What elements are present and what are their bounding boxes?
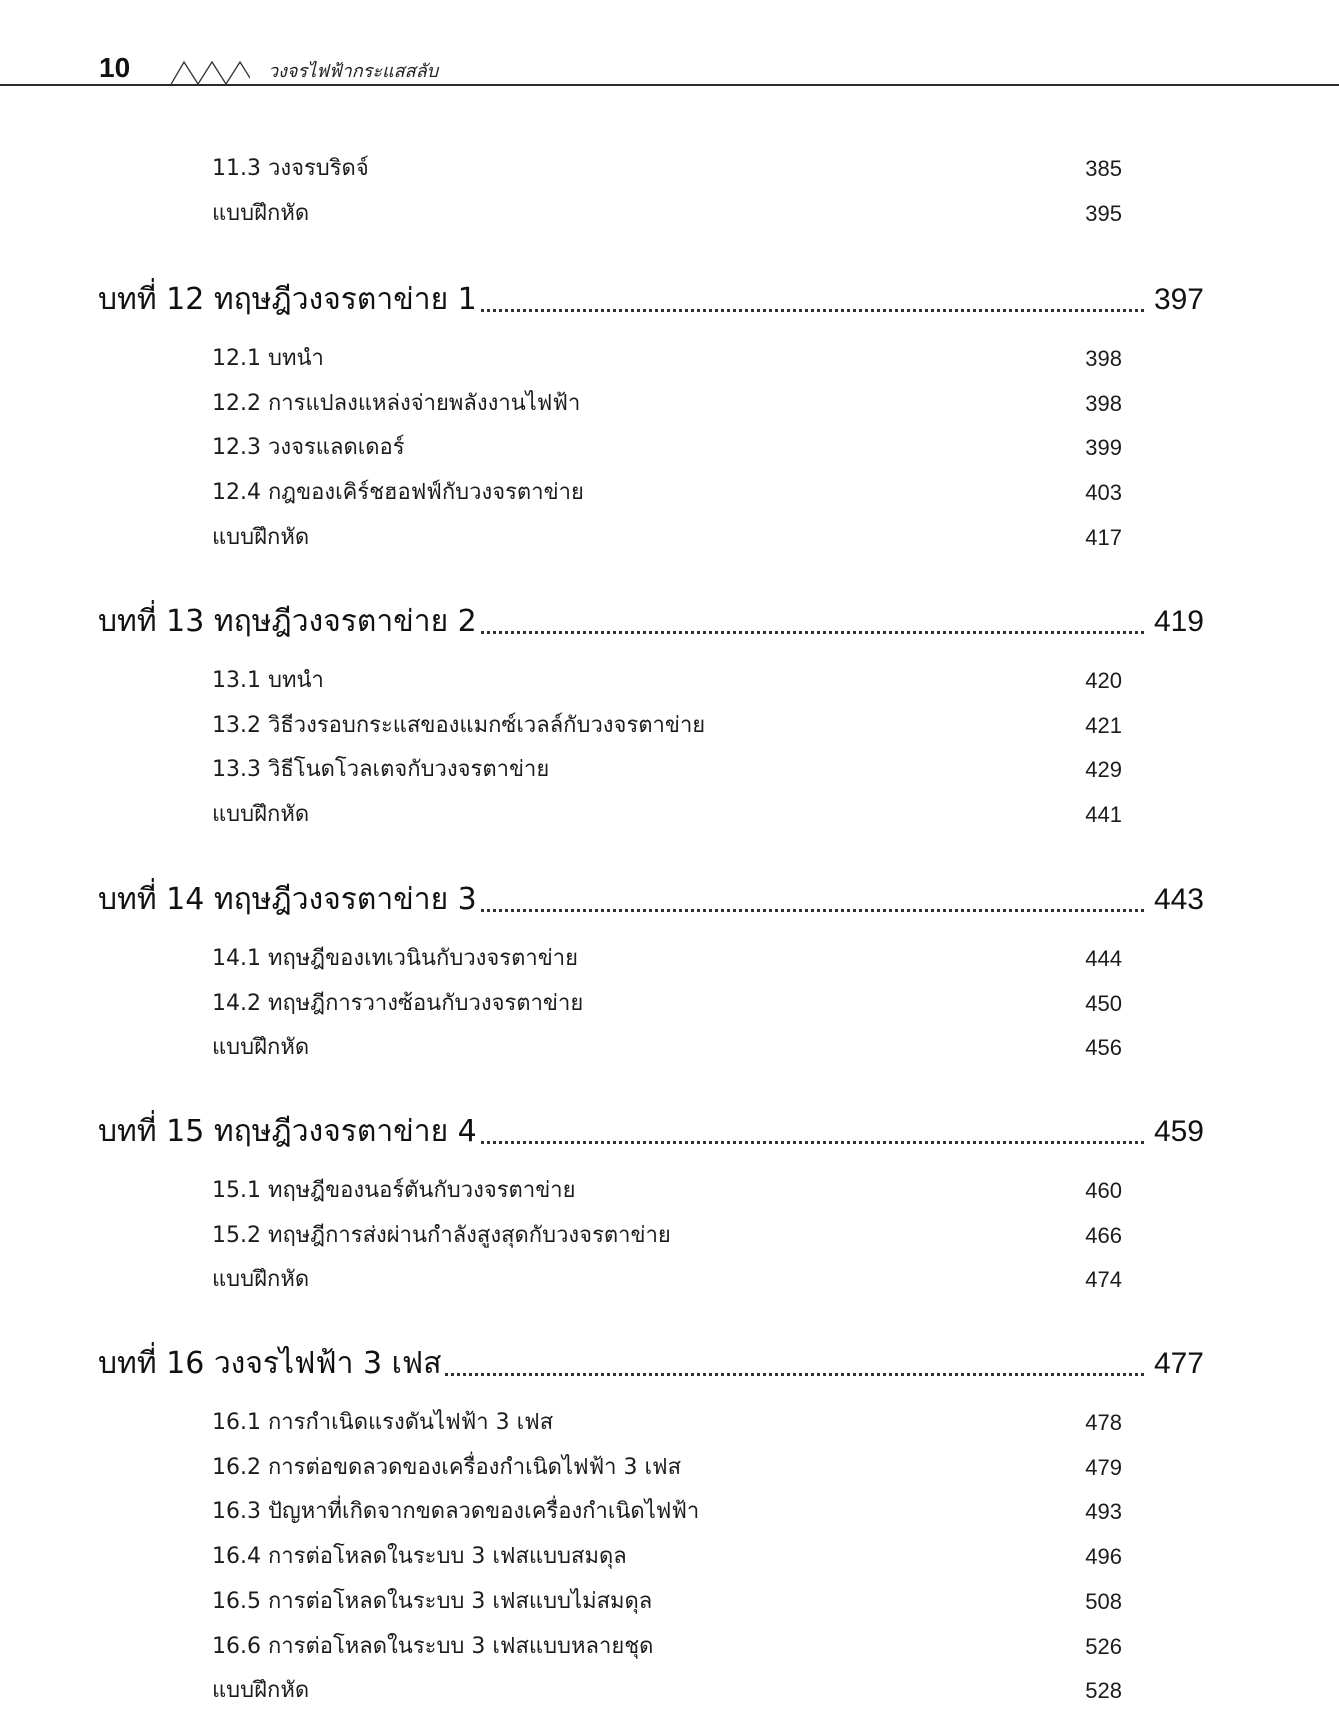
toc-entry-label: 14.2 ทฤษฎีการวางซ้อนกับวงจรตาข่าย [212,990,584,1016]
toc-entry-page: 385 [1085,156,1122,181]
toc-entry-label: แบบฝึกหัด [212,1267,310,1293]
toc-entry [212,1406,1122,1440]
toc-entry-page: 456 [1085,1035,1122,1061]
toc-entry-page: 421 [1085,712,1122,738]
toc-entry [212,476,1122,510]
chapter-heading [98,1342,1204,1386]
toc-entry-label: 13.2 วิธีวงรอบกระแสของแมกซ์เวลล์กับวงจรตาข่าย [212,712,706,738]
toc-entry-page: 444 [1085,946,1122,971]
chapter-title: บทที่ 12 ทฤษฎีวงจรตาข่าย 1 [98,278,479,322]
chapter-page: 443 [1152,878,1204,922]
toc-entry-page: 395 [1085,200,1122,226]
toc-entry [212,942,1122,976]
toc-entry [212,1585,1122,1619]
toc-entry-page: 496 [1085,1544,1122,1570]
chapter-title: บทที่ 16 วงจรไฟฟ้า 3 เฟส [98,1342,443,1386]
toc-entry [212,753,1122,787]
toc-entry-label: 12.1 บทนำ [212,346,324,371]
toc-entry-label: 12.3 วงจรแลดเดอร์ [212,435,405,461]
header-rule [0,84,1339,86]
toc-entry [212,987,1122,1021]
toc-entry [212,1495,1122,1529]
toc-entry-label: 14.1 ทฤษฎีของเทเวนินกับวงจรตาข่าย [212,946,579,971]
toc-entry [212,1451,1122,1485]
toc-entry-label: แบบฝึกหัด [212,802,310,828]
toc-entry-label: 16.2 การต่อขดลวดของเครื่องกำเนิดไฟฟ้า 3 เฟส [212,1454,682,1480]
zigzag-wave-icon [170,60,250,86]
toc-entry [212,1263,1122,1297]
toc-entry [212,387,1122,421]
toc-entry [212,197,1122,231]
toc-entry-page: 403 [1085,480,1122,506]
chapter-heading [98,600,1204,644]
chapter-page: 477 [1152,1342,1204,1386]
toc-entry-label: 15.1 ทฤษฎีของนอร์ตันกับวงจรตาข่าย [212,1178,576,1203]
chapter-page: 397 [1152,278,1204,322]
toc-entry-page: 399 [1085,435,1122,461]
toc-entry [212,798,1122,832]
toc-entry-label: 16.3 ปัญหาที่เกิดจากขดลวดของเครื่องกำเนิดไฟฟ้า [212,1499,700,1525]
toc-entry-page: 398 [1085,390,1122,416]
toc-entry-label: แบบฝึกหัด [212,1678,310,1704]
chapter-title: บทที่ 13 ทฤษฎีวงจรตาข่าย 2 [98,600,479,644]
toc-entry-page: 466 [1085,1222,1122,1248]
toc-entry [212,1540,1122,1574]
chapter-heading [98,878,1204,922]
toc-entry-label: 15.2 ทฤษฎีการส่งผ่านกำลังสูงสุดกับวงจรตาข่าย [212,1222,671,1248]
toc-entry-page: 474 [1085,1267,1122,1293]
toc-entry [212,1630,1122,1664]
toc-entry-label: 16.1 การกำเนิดแรงดันไฟฟ้า 3 เฟส [212,1410,554,1435]
chapter-page: 459 [1152,1110,1204,1154]
chapter-title: บทที่ 15 ทฤษฎีวงจรตาข่าย 4 [98,1110,479,1154]
toc-entry-page: 460 [1085,1178,1122,1203]
toc-entry [212,664,1122,698]
toc-entry [212,709,1122,743]
toc-entry-page: 398 [1085,346,1122,371]
toc-entry-page: 417 [1085,524,1122,550]
toc-entry-page: 478 [1085,1410,1122,1435]
toc-entry-page: 450 [1085,990,1122,1016]
chapter-heading [98,278,1204,322]
toc-entry-page: 528 [1085,1678,1122,1704]
toc-entry [212,431,1122,465]
toc-entry-label: 12.2 การแปลงแหล่งจ่ายพลังงานไฟฟ้า [212,390,581,416]
toc-entry-label: 16.5 การต่อโหลดในระบบ 3 เฟสแบบไม่สมดุล [212,1588,653,1614]
toc-entry-label: แบบฝึกหัด [212,200,310,226]
toc-entry-label: 12.4 กฎของเคิร์ชฮอฟฟ์กับวงจรตาข่าย [212,480,584,506]
toc-entry-page: 420 [1085,668,1122,693]
page-header [0,50,1339,90]
chapter-title: บทที่ 14 ทฤษฎีวงจรตาข่าย 3 [98,878,479,922]
toc-entry-page: 526 [1085,1633,1122,1659]
toc-entry-page: 493 [1085,1499,1122,1525]
toc-entry-page: 441 [1085,802,1122,828]
toc-entry [212,1031,1122,1065]
page-number: 10 [99,52,131,83]
toc-entry [212,152,1122,186]
toc-entry-label: 11.3 วงจรบริดจ์ [212,156,369,181]
book-title: วงจรไฟฟ้ากระแสสลับ [268,61,439,82]
chapter-heading [98,1110,1204,1154]
toc-entry [212,1219,1122,1253]
toc-entry [212,1674,1122,1708]
toc-entry-label: 13.1 บทนำ [212,668,324,693]
toc-entry-page: 508 [1085,1588,1122,1614]
toc-entry-page: 429 [1085,757,1122,783]
toc-entry [212,521,1122,555]
toc-entry-label: แบบฝึกหัด [212,1035,310,1061]
toc-entry-label: 16.4 การต่อโหลดในระบบ 3 เฟสแบบสมดุล [212,1544,627,1570]
chapter-page: 419 [1152,600,1204,644]
toc-entry-label: 16.6 การต่อโหลดในระบบ 3 เฟสแบบหลายชุด [212,1633,654,1659]
toc-entry [212,342,1122,376]
toc-entry [212,1174,1122,1208]
toc-entry-page: 479 [1085,1454,1122,1480]
toc-entry-label: 13.3 วิธีโนดโวลเตจกับวงจรตาข่าย [212,757,550,783]
toc-entry-label: แบบฝึกหัด [212,524,310,550]
